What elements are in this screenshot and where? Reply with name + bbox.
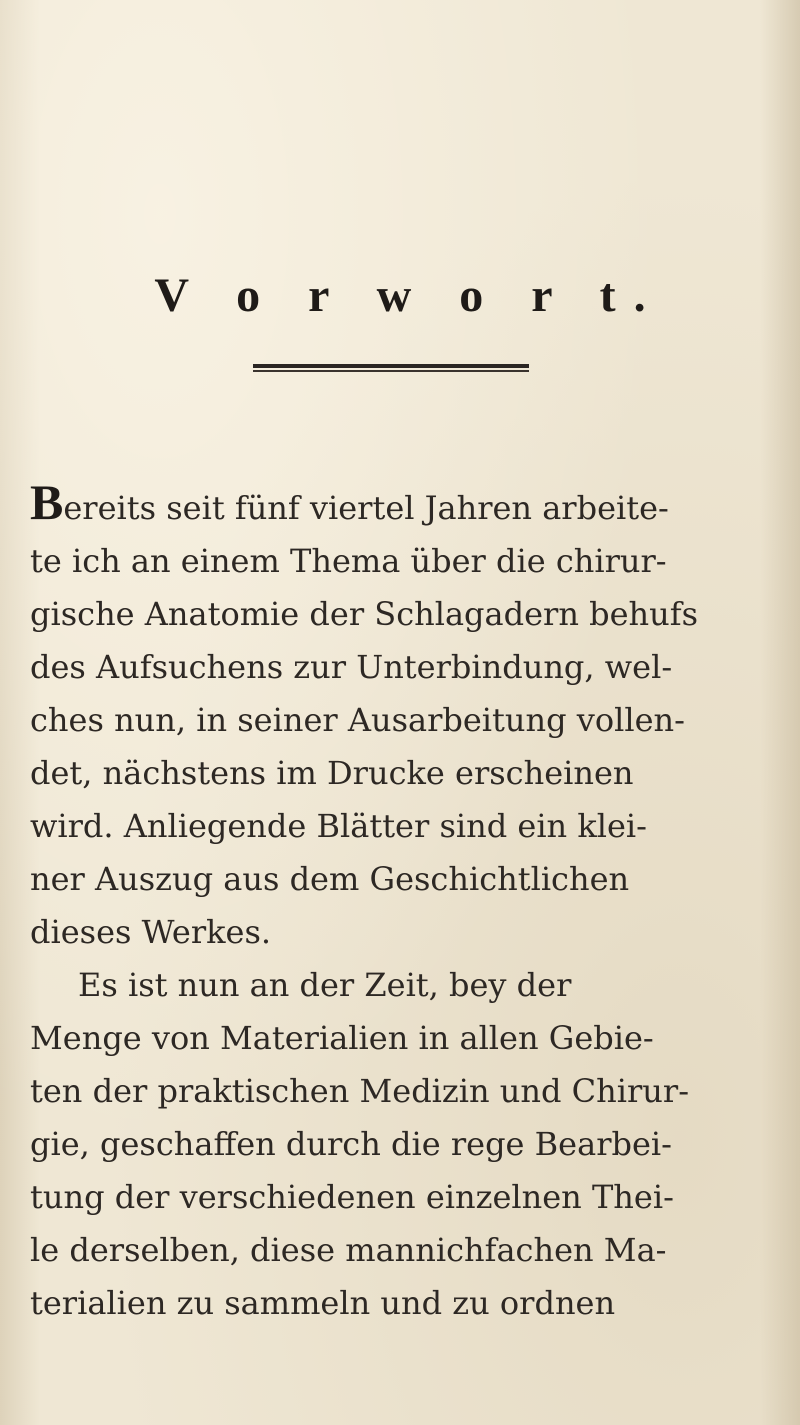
text-line: dieses Werkes. — [30, 913, 272, 951]
text-line: wird. Anliegende Blätter sind ein klei- — [30, 807, 647, 845]
chapter-heading: V o r w o r t. — [154, 269, 664, 322]
text-line: des Aufsuchens zur Unterbindung, wel- — [30, 648, 673, 686]
paragraph-1 — [30, 474, 770, 959]
divider-thick-line — [253, 364, 529, 368]
text-line: ner Auszug aus dem Geschichtlichen — [30, 860, 630, 898]
text-line — [30, 474, 770, 535]
paragraph-2 — [30, 959, 770, 1330]
heading-divider-rule — [253, 364, 529, 374]
text-line: terialien zu sammeln und zu ordnen — [30, 1284, 616, 1322]
text-line: tung der verschiedenen einzelnen Thei- — [30, 1178, 674, 1216]
text-line: Es ist nun an der Zeit, bey der — [78, 966, 572, 1004]
drop-cap: B — [30, 474, 64, 530]
text-line: te ich an einem Thema über die chirur- — [30, 542, 667, 580]
line-text: ereits seit fünf viertel Jahren arbeite- — [63, 489, 669, 527]
text-line: gie, geschaffen durch die rege Bearbei- — [30, 1125, 672, 1163]
divider-thin-line — [253, 370, 529, 372]
text-line: ches nun, in seiner Ausarbeitung vollen- — [30, 701, 685, 739]
text-line: ten der praktischen Medizin und Chirur- — [30, 1072, 689, 1110]
text-line: le derselben, diese mannichfachen Ma- — [30, 1231, 667, 1269]
text-line: det, nächstens im Drucke erscheinen — [30, 754, 634, 792]
text-line: Menge von Materialien in allen Gebie- — [30, 1019, 654, 1057]
text-line: gische Anatomie der Schlagadern behufs — [30, 595, 699, 633]
body-text — [30, 474, 770, 1330]
